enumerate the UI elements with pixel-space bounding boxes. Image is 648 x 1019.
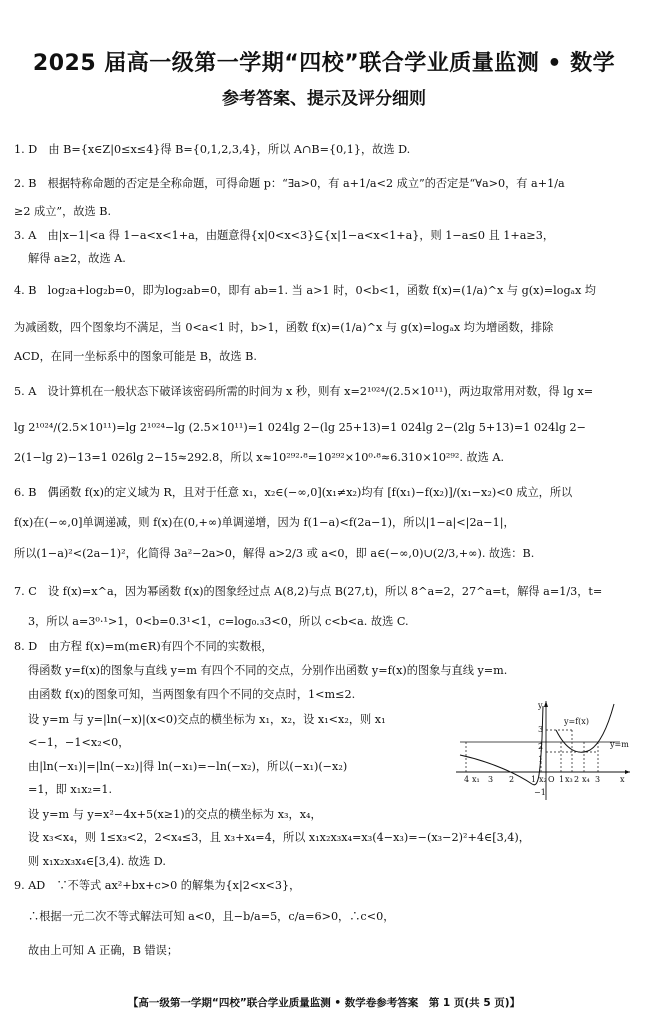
label-x3: x₃ <box>565 775 573 784</box>
answer-line-15: 7. C 设 f(x)=x^a，因为幂函数 f(x)的图象经过点 A(8,2)与点 B(27,t)，所以 8^a=2，27^a=t，解得 a=1/3，t= <box>14 585 603 598</box>
curve-ln-part <box>460 706 543 785</box>
label-x2: x₂ <box>539 775 547 784</box>
answer-line-5: 解得 a≥2，故选 A. <box>28 252 126 265</box>
answer-line-21: <−1，−1<x₂<0， <box>28 736 130 749</box>
label-x-pos2: 2 <box>574 775 580 784</box>
answer-line-7: 为减函数，四个图象均不满足，当 0<a<1 时，b>1，函数 f(x)=(1/a)^x 与 g(x)=logₐx 均为增函数，排除 <box>14 321 554 334</box>
answer-line-16: 3，所以 a=3⁰·¹>1，0<b=0.3¹<1，c=log₀.₃3<0，所以 c<b<a. 故选 C. <box>28 615 409 628</box>
answer-line-4: 3. A 由|x−1|<a 得 1−a<x<1+a，由题意得{x|0<x<3}⊆{x|1−a<x<1+a}，则 1−a≤0 且 1+a≥3， <box>14 229 555 242</box>
answer-line-26: 则 x₁x₂x₃x₄∈[3,4). 故选 D. <box>28 855 166 868</box>
label-x-4: 4 <box>464 775 470 784</box>
answer-line-3: ≥2 成立”，故选 B. <box>14 205 112 218</box>
label-y-2: 2 <box>538 742 544 751</box>
answer-line-2: 2. B 根据特称命题的否定是全称命题，可得命题 p：“∃a>0，有 a+1/a<2 成立”的否定是“∀a>0，有 a+1/a <box>14 177 565 190</box>
answer-line-28: ∴根据一元二次不等式解法可知 a<0，且−b/a=5，c/a=6>0，∴c<0， <box>28 910 395 923</box>
label-x-1: 1 <box>531 775 537 784</box>
label-x-axis: x <box>620 775 625 784</box>
label-x-3: 3 <box>488 775 494 784</box>
label-origin: O <box>548 775 555 784</box>
answer-line-17: 8. D 由方程 f(x)=m(m∈R)有四个不同的实数根， <box>14 640 273 653</box>
label-y-1: 1 <box>538 755 544 764</box>
y-axis-arrow <box>544 701 548 707</box>
answer-line-19: 由函数 f(x)的图象可知，当两图象有四个不同的交点时，1<m≤2. <box>28 688 356 701</box>
answer-line-9: 5. A 设计算机在一般状态下破译该密码所需的时间为 x 秒，则有 x=2¹⁰²⁴/(2.5×10¹¹)，两边取常用对数，得 lg x= <box>14 385 594 398</box>
answer-line-20: 设 y=m 与 y=|ln(−x)|(x<0)交点的横坐标为 x₁，x₂，设 x₁<x₂，则 x₁ <box>28 713 386 726</box>
curve-quadratic-part <box>556 704 614 752</box>
answer-line-23: =1，即 x₁x₂=1. <box>28 783 113 796</box>
label-x-pos1: 1 <box>559 775 565 784</box>
x-axis-arrow <box>625 770 630 774</box>
dashed-guides <box>466 730 598 772</box>
answer-line-25: 设 x₃<x₄，则 1≤x₃<2，2<x₄≤3，且 x₃+x₄=4，所以 x₁x₂x₃x₄=x₃(4−x₃)=−(x₃−2)²+4∈[3,4)， <box>28 831 530 844</box>
answer-line-22: 由|ln(−x₁)|=|ln(−x₂)|得 ln(−x₁)=−ln(−x₂)，所以(−x₁)(−x₂) <box>28 760 348 773</box>
answer-line-11: 2(1−lg 2)−13=1 026lg 2−15≈292.8，所以 x≈10²⁹²·⁸=10²⁹²×10⁰·⁸≈6.310×10²⁹². 故选 A. <box>14 451 505 464</box>
answer-line-12: 6. B 偶函数 f(x)的定义域为 R，且对于任意 x₁，x₂∈(−∞,0](x₁≠x₂)均有 [f(x₁)−f(x₂)]/(x₁−x₂)<0 成立，所以 <box>14 486 573 499</box>
answer-line-18: 得函数 y=f(x)的图象与直线 y=m 有四个不同的交点，分别作出函数 y=f(x)的图象与直线 y=m. <box>28 664 508 677</box>
page-subtitle: 参考答案、提示及评分细则 <box>222 89 426 109</box>
answer-line-10: lg 2¹⁰²⁴/(2.5×10¹¹)=lg 2¹⁰²⁴−lg (2.5×10¹¹)=1 024lg 2−(lg 25+13)=1 024lg 2−(2lg 5+13)=1 024lg 2− <box>14 421 587 434</box>
label-y-neg1: −1 <box>534 788 546 797</box>
answer-line-27: 9. AD ∵不等式 ax²+bx+c>0 的解集为{x|2<x<3}， <box>14 879 301 892</box>
label-y-m: y=m <box>610 740 629 749</box>
label-x-2: 2 <box>509 775 515 784</box>
answer-line-6: 4. B log₂a+log₂b=0，即为log₂ab=0，即有 ab=1. 当 a>1 时，0<b<1，函数 f(x)=(1/a)^x 与 g(x)=logₐx 均 <box>14 284 596 297</box>
answer-line-1: 1. D 由 B={x∈Z|0≤x≤4}得 B={0,1,2,3,4}，所以 A∩B={0,1}，故选 D. <box>14 143 411 156</box>
answer-line-8: ACD，在同一坐标系中的图象可能是 B，故选 B. <box>14 350 257 363</box>
answer-line-14: 所以(1−a)²<(2a−1)²，化简得 3a²−2a>0，解得 a>2/3 或 a<0，即 a∈(−∞,0)∪(2/3,+∞). 故选：B. <box>14 547 535 560</box>
answer-line-24: 设 y=m 与 y=x²−4x+5(x≥1)的交点的横坐标为 x₃，x₄， <box>28 808 322 821</box>
answer-line-29: 故由上可知 A 正确，B 错误； <box>28 944 179 957</box>
label-x4: x₄ <box>582 775 590 784</box>
page-title: 2025 届高一级第一学期“四校”联合学业质量监测 • 数学 <box>32 51 616 76</box>
label-y-axis: y <box>538 701 543 710</box>
label-x-pos3: 3 <box>595 775 601 784</box>
label-x1: x₁ <box>472 775 480 784</box>
answer-line-13: f(x)在(−∞,0]单调递减，则 f(x)在(0,+∞)单调递增，因为 f(1−a)<f(2a−1)，所以|1−a|<|2a−1|， <box>14 516 515 529</box>
function-graph <box>452 698 632 802</box>
page-footer: 【高一级第一学期“四校”联合学业质量监测 • 数学卷参考答案 第 1 页(共 5 页)】 <box>127 997 521 1009</box>
label-y-fx: y=f(x) <box>564 717 589 726</box>
label-y-3: 3 <box>538 725 544 734</box>
